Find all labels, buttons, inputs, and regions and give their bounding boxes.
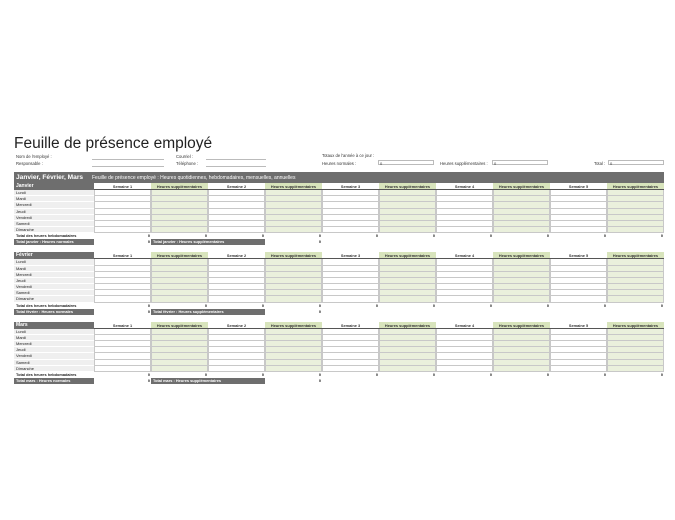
- column-header: Heures supplémentaires: [151, 183, 208, 190]
- weekly-total-value: 0: [432, 233, 435, 239]
- column-header: Heures supplémentaires: [607, 252, 664, 259]
- day-label: Mercredi: [14, 341, 94, 347]
- weekly-total-value: 0: [375, 302, 378, 308]
- weekly-total-value: 0: [432, 371, 435, 377]
- page-title: Feuille de présence employé: [14, 135, 213, 152]
- column-header: Heures supplémentaires: [607, 322, 664, 329]
- day-label: Samedi: [14, 221, 94, 227]
- day-label: Jeudi: [14, 209, 94, 215]
- months-container: [14, 183, 664, 384]
- employee-info: [14, 154, 664, 172]
- column-header: Semaine 1: [94, 183, 151, 190]
- weekly-total-value: 0: [546, 302, 549, 308]
- day-label: Lundi: [14, 329, 94, 335]
- day-label: Samedi: [14, 290, 94, 296]
- day-label: Mardi: [14, 196, 94, 202]
- manager-label: Responsable :: [16, 161, 43, 166]
- day-label: Samedi: [14, 360, 94, 366]
- month-section: [14, 322, 664, 384]
- month-normal-label: Total janvier : Heures normales: [14, 239, 94, 245]
- column-header: Semaine 5: [550, 252, 607, 259]
- weekly-total-label: Total des heures hebdomadaires: [16, 371, 77, 377]
- day-label: Vendredi: [14, 284, 94, 290]
- column-header: Semaine 3: [322, 183, 379, 190]
- month-overtime-label: Total février : Heures supplémentaires: [151, 309, 265, 315]
- weekly-total-value: 0: [375, 371, 378, 377]
- column-header: Semaine 3: [322, 252, 379, 259]
- weekly-total-value: 0: [204, 371, 207, 377]
- month-overtime-value: 0: [318, 239, 321, 245]
- phone-field[interactable]: [206, 161, 266, 167]
- weekly-total-value: 0: [432, 302, 435, 308]
- column-header: Semaine 2: [208, 252, 265, 259]
- month-summary-row: [14, 309, 664, 315]
- weekly-total-value: 0: [603, 233, 606, 239]
- weekly-total-value: 0: [147, 302, 150, 308]
- day-label: Dimanche: [14, 296, 94, 302]
- ytd-total-label: Total :: [594, 161, 606, 166]
- month-summary-row: [14, 239, 664, 245]
- employee-name-label: Nom de l'employé :: [16, 154, 52, 159]
- weekly-total-value: 0: [147, 233, 150, 239]
- month-name: Mars: [14, 322, 94, 329]
- day-label: Jeudi: [14, 278, 94, 284]
- month-name: Janvier: [14, 183, 94, 190]
- column-header: Semaine 5: [550, 322, 607, 329]
- normal-hours-value: 0: [378, 160, 434, 165]
- column-header: Heures supplémentaires: [265, 322, 322, 329]
- column-header: Heures supplémentaires: [493, 183, 550, 190]
- column-header: Heures supplémentaires: [493, 322, 550, 329]
- weekly-total-value: 0: [489, 233, 492, 239]
- ytd-total-value: 0: [608, 160, 664, 165]
- month-overtime-label: Total janvier : Heures supplémentaires: [151, 239, 265, 245]
- manager-field[interactable]: [92, 161, 164, 167]
- column-header: Heures supplémentaires: [265, 252, 322, 259]
- weekly-total-label: Total des heures hebdomadaires: [16, 233, 77, 239]
- month-overtime-value: 0: [318, 308, 321, 314]
- column-header: Semaine 2: [208, 183, 265, 190]
- day-label: Lundi: [14, 259, 94, 265]
- ytd-totals-label: Totaux de l'année à ce jour :: [322, 153, 375, 158]
- weekly-total-value: 0: [261, 233, 264, 239]
- day-label: Lundi: [14, 190, 94, 196]
- phone-label: Téléphone :: [176, 161, 199, 166]
- month-overtime-label: Total mars : Heures supplémentaires: [151, 378, 265, 384]
- day-label: Mardi: [14, 266, 94, 272]
- weekly-total-value: 0: [375, 233, 378, 239]
- column-header: Heures supplémentaires: [607, 183, 664, 190]
- column-header: Heures supplémentaires: [151, 252, 208, 259]
- month-header-row: [14, 183, 664, 190]
- column-header: Heures supplémentaires: [493, 252, 550, 259]
- weekly-total-value: 0: [261, 302, 264, 308]
- month-normal-value: 0: [147, 308, 150, 314]
- weekly-total-value: 0: [318, 302, 321, 308]
- month-normal-value: 0: [147, 239, 150, 245]
- month-section: [14, 252, 664, 314]
- column-header: Heures supplémentaires: [379, 183, 436, 190]
- month-normal-value: 0: [147, 377, 150, 383]
- email-field[interactable]: [206, 154, 266, 160]
- day-label: Mercredi: [14, 202, 94, 208]
- weekly-total-value: 0: [489, 371, 492, 377]
- month-header-row: [14, 252, 664, 259]
- day-label: Dimanche: [14, 227, 94, 233]
- timesheet-page: [14, 134, 664, 384]
- column-header: Heures supplémentaires: [151, 322, 208, 329]
- weekly-total-value: 0: [660, 302, 663, 308]
- column-header: Semaine 4: [436, 252, 493, 259]
- quarter-title: Janvier, Février, Mars: [16, 174, 84, 181]
- column-header: Semaine 1: [94, 322, 151, 329]
- quarter-subtitle: Feuille de présence employé : Heures quotidiennes, hebdomadaires, mensuelles, annuelles: [92, 174, 296, 181]
- month-normal-label: Total mars : Heures normales: [14, 378, 94, 384]
- ytd-overtime-value: 0: [492, 160, 548, 165]
- weekly-total-value: 0: [660, 371, 663, 377]
- email-label: Courriel :: [176, 154, 193, 159]
- weekly-total-value: 0: [660, 233, 663, 239]
- month-header-row: [14, 322, 664, 329]
- column-header: Semaine 4: [436, 322, 493, 329]
- day-label: Vendredi: [14, 353, 94, 359]
- month-overtime-value: 0: [318, 377, 321, 383]
- weekly-total-value: 0: [204, 302, 207, 308]
- weekly-total-value: 0: [546, 371, 549, 377]
- day-label: Vendredi: [14, 215, 94, 221]
- weekly-total-label: Total des heures hebdomadaires: [16, 302, 77, 308]
- column-header: Heures supplémentaires: [265, 183, 322, 190]
- month-section: [14, 183, 664, 245]
- weekly-total-value: 0: [261, 371, 264, 377]
- weekly-total-value: 0: [546, 233, 549, 239]
- day-label: Mercredi: [14, 272, 94, 278]
- weekly-total-value: 0: [147, 371, 150, 377]
- weekly-total-value: 0: [603, 302, 606, 308]
- column-header: Heures supplémentaires: [379, 252, 436, 259]
- column-header: Semaine 3: [322, 322, 379, 329]
- weekly-total-value: 0: [318, 233, 321, 239]
- column-header: Heures supplémentaires: [379, 322, 436, 329]
- weekly-total-value: 0: [204, 233, 207, 239]
- employee-name-field[interactable]: [92, 154, 164, 160]
- weekly-total-value: 0: [318, 371, 321, 377]
- month-summary-row: [14, 378, 664, 384]
- weekly-total-value: 0: [489, 302, 492, 308]
- month-normal-label: Total février : Heures normales: [14, 309, 94, 315]
- day-label: Jeudi: [14, 347, 94, 353]
- ytd-overtime-label: Heures supplémentaires :: [440, 161, 488, 166]
- column-header: Semaine 1: [94, 252, 151, 259]
- column-header: Semaine 4: [436, 183, 493, 190]
- normal-hours-label: Heures normales :: [322, 161, 357, 166]
- weekly-total-value: 0: [603, 371, 606, 377]
- day-label: Dimanche: [14, 366, 94, 372]
- month-name: Février: [14, 252, 94, 259]
- day-label: Mardi: [14, 335, 94, 341]
- column-header: Semaine 5: [550, 183, 607, 190]
- column-header: Semaine 2: [208, 322, 265, 329]
- quarter-banner: [14, 172, 664, 183]
